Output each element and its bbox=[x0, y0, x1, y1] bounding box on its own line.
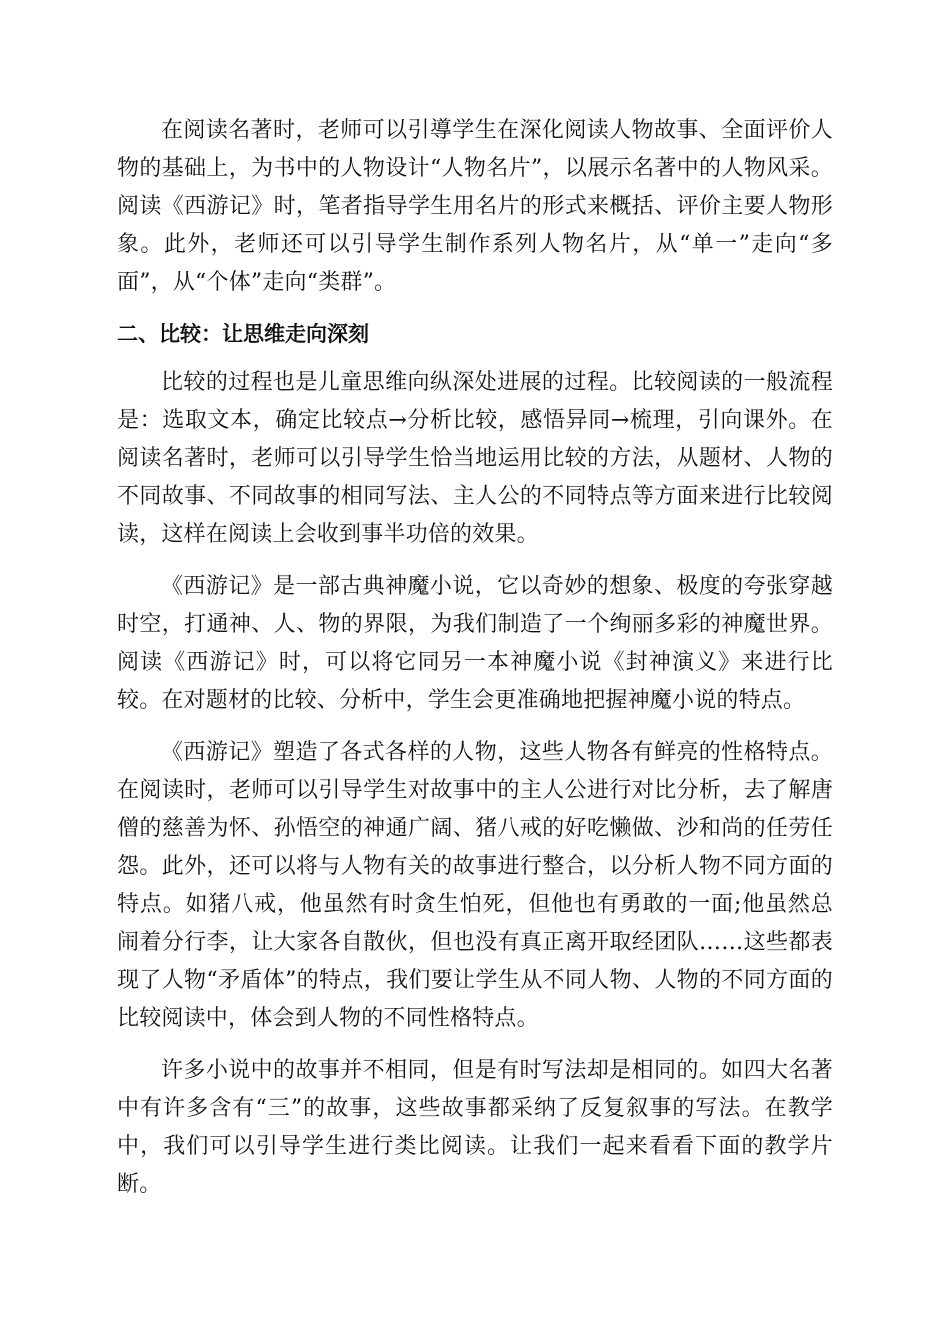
paragraph-analogy-reading: 许多小说中的故事并不相同，但是有时写法却是相同的。如四大名著中有许多含有“三”的故事，这些故事都采纳了反复叙事的写法。在教学中，我们可以引导学生进行类比阅读。让我们一起来看看下面的教学片断。 bbox=[117, 1058, 833, 1197]
section-heading-comparison: 二、比较：让思维走向深刻 bbox=[117, 322, 369, 346]
paragraph-character-contrast: 《西游记》塑造了各式各样的人物，这些人物各有鲜亮的性格特点。在阅读时，老师可以引导学生对故事中的主人公进行对比分析，去了解唐僧的慈善为怀、孙悟空的神通广阔、猪八戒的好吃懒做、沙和尚的任劳任怨。此外，还可以将与人物有关的故事进行整合，以分析人物不同方面的特点。如猪八戒，他虽然有时贪生怕死，但他也有勇敢的一面;他虽然总闹着分行李，让大家各自散伙，但也没有真正离开取经团队……这些都表现了人物“矛盾体”的特点，我们要让学生从不同人物、人物的不同方面的比较阅读中，体会到人物的不同性格特点。 bbox=[117, 740, 833, 1031]
paragraph-comparison-process: 比较的过程也是儿童思维向纵深处进展的过程。比较阅读的一般流程是：选取文本，确定比较点→分析比较，感悟异同→梳理，引向课外。在阅读名著时，老师可以引导学生恰当地运用比较的方法，从题材、人物的不同故事、不同故事的相同写法、主人公的不同特点等方面来进行比较阅读，这样在阅读上会收到事半功倍的效果。 bbox=[117, 370, 833, 547]
paragraph-character-cards: 在阅读名著时，老师可以引導学生在深化阅读人物故事、全面评价人物的基础上，为书中的人物设计“人物名片”，以展示名著中的人物风采。阅读《西游记》时，笔者指导学生用名片的形式来概括、评价主要人物形象。此外，老师还可以引导学生制作系列人物名片，从“单一”走向“多面”，从“个体”走向“类群”。 bbox=[117, 118, 833, 295]
document-page bbox=[117, 112, 833, 1218]
paragraph-journey-to-the-west-genre: 《西游记》是一部古典神魔小说，它以奇妙的想象、极度的夸张穿越时空，打通神、人、物的界限，为我们制造了一个绚丽多彩的神魔世界。阅读《西游记》时，可以将它同另一本神魔小说《封神演义》来进行比较。在对题材的比较、分析中，学生会更准确地把握神魔小说的特点。 bbox=[117, 574, 833, 713]
